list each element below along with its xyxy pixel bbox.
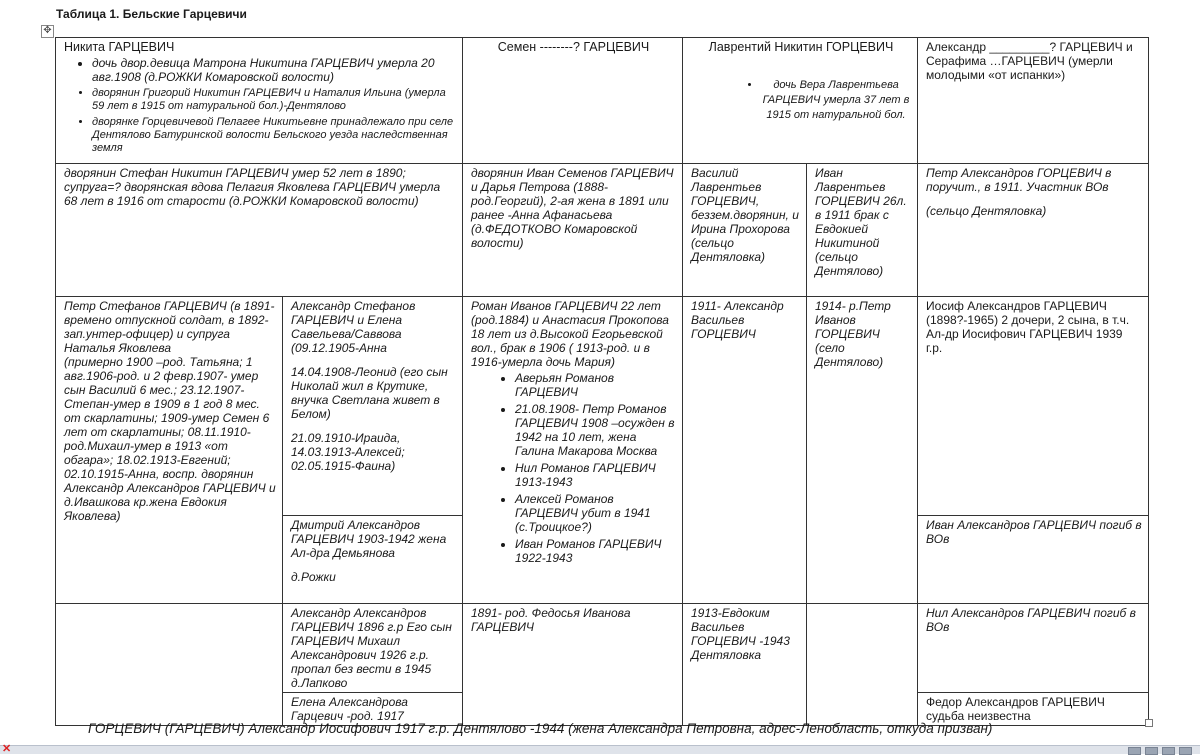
list-item: • Нил Романов ГАРЦЕВИЧ 1913-1943: [515, 461, 676, 489]
footer-note: ГОРЦЕВИЧ (ГАРЦЕВИЧ) Александр Иосифович 1917 г.р. Дентялово -1944 (жена Александра Петровна, адрес-Ленобласть, откуда призван): [88, 721, 993, 736]
roman-text: Роман Иванов ГАРЦЕВИЧ 22 лет (род.1884) и Анастасия Прокопова 18 лет из д.Высокой Егорьевской вол., брак в 1906 ( 1913-род. и в 1916-умерла дочь Мария): [471, 299, 669, 369]
lavrentiy-name: Лаврентий Никитин ГОРЦЕВИЧ: [708, 40, 894, 54]
cell-lavrentiy[interactable]: [683, 38, 918, 164]
view-icon[interactable]: [1162, 747, 1175, 755]
cell-aleksandr-aleksandrov[interactable]: [283, 604, 463, 693]
table-resize-handle[interactable]: [1145, 719, 1153, 727]
cell-nil[interactable]: [918, 604, 1149, 693]
genealogy-table: [55, 37, 1149, 726]
view-icon[interactable]: [1145, 747, 1158, 755]
table-row: [56, 297, 1149, 516]
list-item: • дворянке Горцевичевой Пелагее Никитьевне принадлежало при селе Дентялово Батуринской волости Бельского уезда наследственная земля: [92, 116, 456, 155]
cell-aleksandr-vasiliev[interactable]: [683, 297, 807, 604]
list-item: • 21.08.1908- Петр Романов ГАРЦЕВИЧ 1908 –осужден в 1942 на 10 лет, жена Галина Макарова Москва: [515, 402, 676, 458]
cell-nikita[interactable]: [56, 38, 463, 164]
nil-text: Нил Александров ГАРЦЕВИЧ погиб в ВОв: [926, 606, 1136, 634]
fedor-text: Федор Александров ГАРЦЕВИЧ судьба неизвестна: [926, 695, 1105, 723]
cell-roman[interactable]: [463, 297, 683, 604]
aleksandr-aleksandrov-text: Александр Александров ГАРЦЕВИЧ 1896 г.р Его сын ГАРЦЕВИЧ Михаил Александрович 1926 г.р. пропал без вести в 1945 д.Лапково: [291, 606, 452, 690]
list-item: • дочь двор.девица Матрона Никитина ГАРЦЕВИЧ умерла 20 авг.1908 (д.РОЖКИ Комаровской волости): [92, 56, 456, 84]
petr-text: Петр Александров ГОРЦЕВИЧ в поручит., в 1911. Участник ВОв: [926, 166, 1112, 194]
view-icon[interactable]: [1179, 747, 1192, 755]
table-row: [56, 164, 1149, 297]
roman-children-list: [471, 371, 676, 565]
ivan-semenov-text: дворянин Иван Семенов ГАРЦЕВИЧ и Дарья Петрова (1888-род.Георгий), 2-ая жена в 1891 или ранее -Анна Афанасьева (д.ФЕДОТКОВО Комаровской волости): [471, 166, 674, 250]
stefan-text: дворянин Стефан Никитин ГАРЦЕВИЧ умер 52 лет в 1890; супруга=? дворянская вдова Пелагия Яковлева ГАРЦЕВИЧ умерла 68 лет в 1916 от старости (д.РОЖКИ Комаровской волости): [64, 166, 441, 208]
aleksandr-text: Александр _________? ГАРЦЕВИЧ и Серафима …ГАРЦЕВИЧ (умерли молодыми «от испанки»): [926, 40, 1133, 82]
cell-stefan[interactable]: [56, 164, 463, 297]
aleksandr-stefanov-intro: Александр Стефанов ГАРЦЕВИЧ и Елена Савельева/Саввова (09.12.1905-Анна: [291, 299, 416, 355]
cell-ivan-lavrentiev[interactable]: [807, 164, 918, 297]
petr-ivanov-text: 1914- р.Петр Иванов ГОРЦЕВИЧ (село Дентялово): [815, 299, 891, 369]
semen-name: Семен --------? ГАРЦЕВИЧ: [497, 40, 650, 54]
elena-text: Елена Александрова Гарцевич -род. 1917: [291, 695, 408, 723]
dmitriy-place: д.Рожки: [291, 570, 336, 584]
cell-aleksandr[interactable]: [918, 38, 1149, 164]
lavrentiy-children-list: [691, 78, 911, 123]
cell-petr-ivanov[interactable]: [807, 297, 918, 604]
cell-ivan-aleksandrov[interactable]: [918, 516, 1149, 604]
cell-dmitriy[interactable]: [283, 516, 463, 604]
table-move-handle-icon[interactable]: ✥: [41, 25, 54, 38]
list-item: • Иван Романов ГАРЦЕВИЧ 1922-1943: [515, 537, 676, 565]
evdokim-text: 1913-Евдоким Васильев ГОРЦЕВИЧ -1943 Дентяловка: [691, 606, 790, 662]
cell-empty[interactable]: [56, 604, 283, 726]
view-icon[interactable]: [1128, 747, 1141, 755]
cell-iosif[interactable]: [918, 297, 1149, 516]
list-item: • дочь Вера Лаврентьева ГАРЦЕВИЧ умерла 37 лет в 1915 от натуральной бол.: [761, 78, 911, 123]
aleksandr-stefanov-children: 21.09.1910-Ираида, 14.03.1913-Алексей; 02.05.1915-Фаина): [291, 431, 405, 473]
cell-empty[interactable]: [807, 604, 918, 726]
cell-petr-stefanov[interactable]: [56, 297, 283, 604]
fedosya-text: 1891- род. Федосья Ивановa ГАРЦЕВИЧ: [471, 606, 631, 634]
list-item: • дворянин Григорий Никитин ГАРЦЕВИЧ и Наталия Ильина (умерла 59 лет в 1915 от натуральной бол.)-Дентялово: [92, 87, 456, 113]
cell-petr[interactable]: [918, 164, 1149, 297]
aleksandr-stefanov-leonid: 14.04.1908-Леонид (его сын Николай жил в Крутике, внучка Светлана живет в Белом): [291, 365, 448, 421]
ivan-aleksandrov-text: Иван Александров ГАРЦЕВИЧ погиб в ВОв: [926, 518, 1142, 546]
ivan-lavrentiev-text: Иван Лаврентьев ГОРЦЕВИЧ 26л. в 1911 брак с Евдокией Никитиной (сельцо Дентялово): [815, 166, 907, 278]
petr-stefanov-children: (примерно 1900 –род. Татьяна; 1 авг.1906-род. и 2 февр.1907- умер сын Василий 6 мес.; 23.12.1907-Степан-умер в 1909 в 1 год 8 мес. от скарлатины; 1909-умер Семен 6 лет от скарлатины; 08.11.1910- род.Михаил-умер в 1913 «от обгара»; 18.02.1913-Евгений; 02.10.1915-Анна, воспр. дворянин Александр Александров ГАРЦЕВИЧ и д.Ивашкова кр.жена Евдокия Яковлева): [64, 355, 276, 523]
cell-ivan-semenov[interactable]: [463, 164, 683, 297]
nikita-name: Никита ГАРЦЕВИЧ: [64, 40, 175, 54]
aleksandr-vasiliev-text: 1911- Александр Васильев ГОРЦЕВИЧ: [691, 299, 784, 341]
petr-place: (сельцо Дентяловка): [926, 204, 1047, 218]
page-title: Таблица 1. Бельские Гарцевичи: [56, 7, 247, 21]
cell-aleksandr-stefanov[interactable]: [283, 297, 463, 516]
dmitriy-text: Дмитрий Александров ГАРЦЕВИЧ 1903-1942 жена Ал-дра Демьянова: [291, 518, 447, 560]
cell-evdokim[interactable]: [683, 604, 807, 726]
close-icon[interactable]: ✕: [2, 743, 12, 755]
table-row: [56, 38, 1149, 164]
table-row: [56, 604, 1149, 693]
petr-stefanov-intro: Петр Стефанов ГАРЦЕВИЧ (в 1891-времено отпускной солдат, в 1892-зап.унтер-офицер) и супруга Наталья Яковлева: [64, 299, 275, 355]
iosif-text: Иосиф Александров ГАРЦЕВИЧ (1898?-1965) 2 дочери, 2 сына, в т.ч. Ал-др Иосифович ГАРЦЕВИЧ 1939 г.р.: [926, 299, 1130, 355]
nikita-children-list: [64, 56, 456, 155]
list-item: • Алексей Романов ГАРЦЕВИЧ убит в 1941 (с.Троицкое?): [515, 492, 676, 534]
cell-fedosya[interactable]: [463, 604, 683, 726]
vasiliy-text: Василий Лаврентьев ГОРЦЕВИЧ, беззем.дворянин, и Ирина Прохорова (сельцо Дентяловка): [691, 166, 799, 264]
cell-vasiliy[interactable]: [683, 164, 807, 297]
cell-semen[interactable]: [463, 38, 683, 164]
list-item: • Аверьян Романов ГАРЦЕВИЧ: [515, 371, 676, 399]
view-buttons: [1128, 747, 1192, 755]
